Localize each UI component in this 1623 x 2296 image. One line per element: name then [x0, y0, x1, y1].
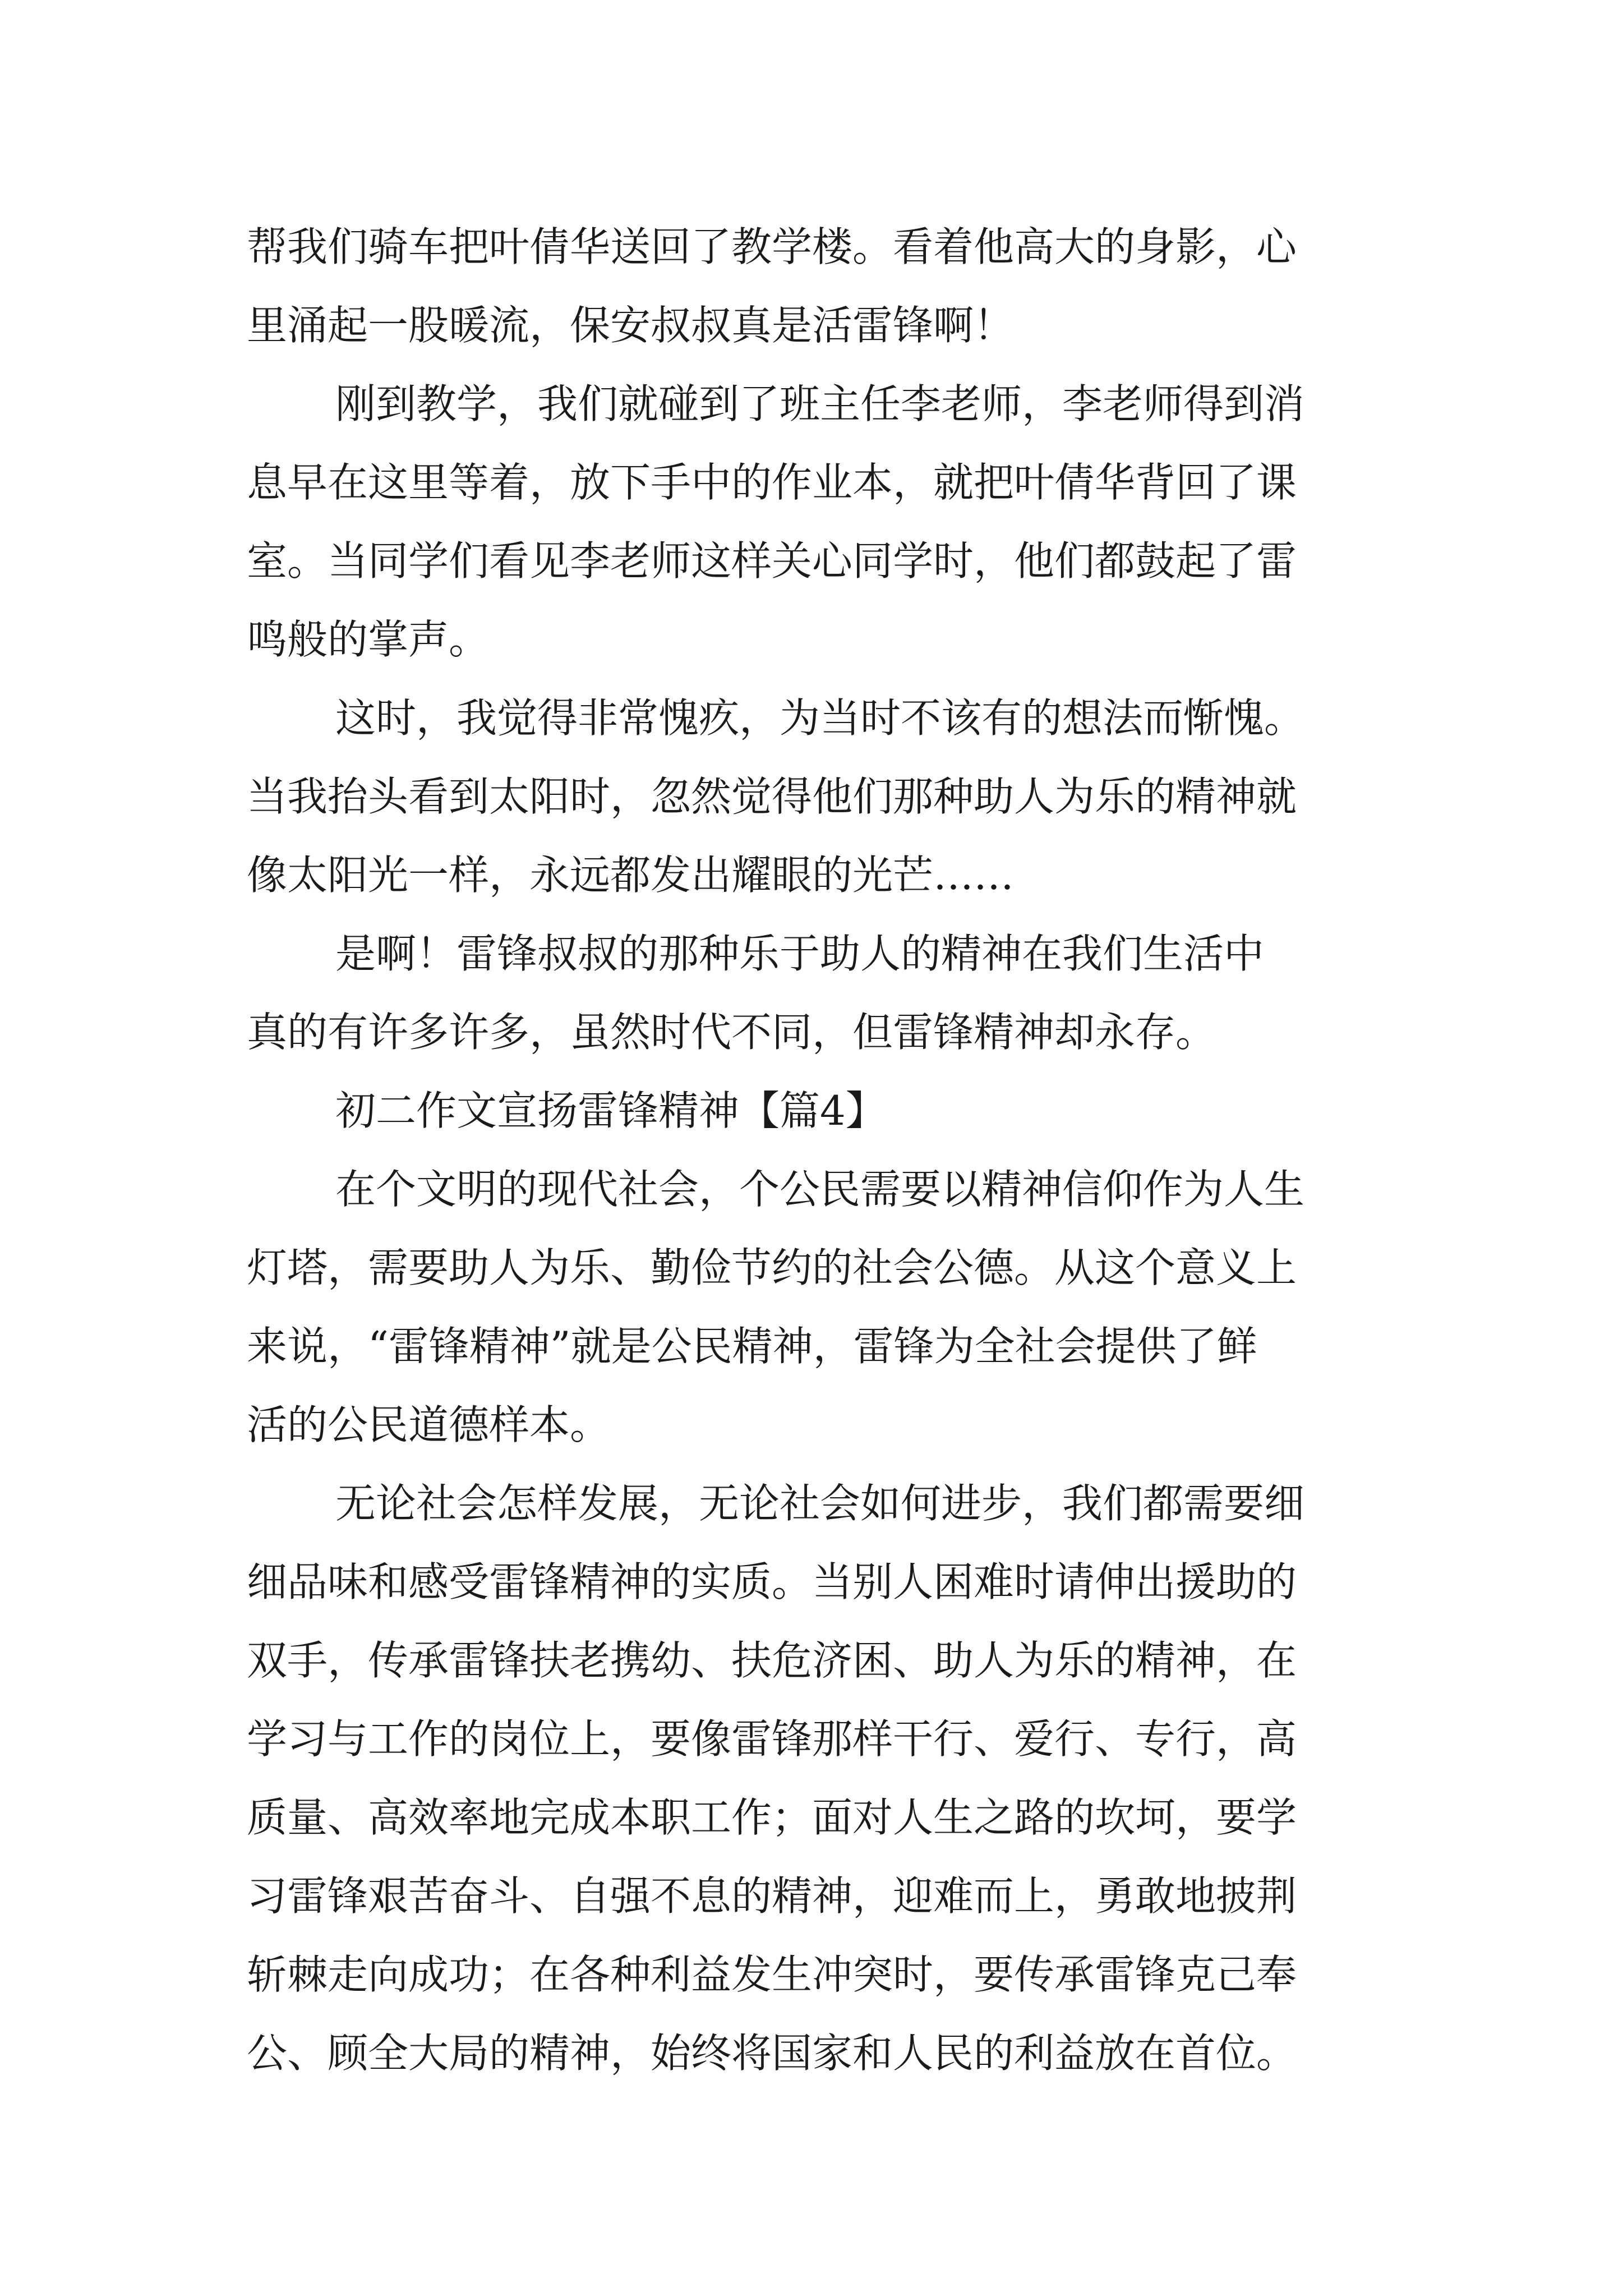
text-line: [0, 836, 1623, 914]
text-line-content: 双手，传承雷锋扶老携幼、扶危济困、助人为乐的精神，在: [247, 1637, 1297, 1684]
text-line-content: 公、顾全大局的精神，始终将国家和人民的利益放在首位。: [247, 2030, 1297, 2077]
text-line-content: 活的公民道德样本。: [247, 1401, 611, 1448]
text-line-content: 像太阳光一样，永远都发出耀眼的光芒……: [247, 852, 1015, 899]
text-line-content: 当我抬头看到太阳时，忽然觉得他们那种助人为乐的精神就: [247, 773, 1297, 820]
text-line: [0, 2014, 1623, 2092]
text-line: [0, 1700, 1623, 1778]
text-line-content: 习雷锋艰苦奋斗、自强不息的精神，迎难而上，勇敢地披荆: [247, 1872, 1297, 1920]
text-line: [0, 1386, 1623, 1464]
text-line-content: 这时，我觉得非常愧疚，为当时不该有的想法而惭愧。: [335, 694, 1305, 742]
text-line: [0, 208, 1623, 286]
text-line: [0, 993, 1623, 1071]
text-line-content: 室。当同学们看见李老师这样关心同学时，他们都鼓起了雷: [247, 537, 1297, 585]
text-line-content: 息早在这里等着，放下手中的作业本，就把叶倩华背回了课: [247, 459, 1297, 506]
text-line-content: 无论社会怎样发展，无论社会如何进步，我们都需要细: [335, 1480, 1305, 1527]
section-heading: [0, 1071, 1623, 1150]
text-line: [0, 1307, 1623, 1386]
paragraph-first-line: [0, 365, 1623, 443]
text-line-content: 质量、高效率地完成本职工作；面对人生之路的坎坷，要学: [247, 1794, 1297, 1841]
text-line: [0, 600, 1623, 679]
section-heading-text: 初二作文宣扬雷锋精神【篇4】: [335, 1087, 886, 1134]
text-line-content: 灯塔，需要助人为乐、勤俭节约的社会公德。从这个意义上: [247, 1244, 1297, 1291]
text-line-content: 真的有许多许多，虽然时代不同，但雷锋精神却永存。: [247, 1009, 1216, 1056]
text-line: [0, 1935, 1623, 2014]
text-line: [0, 522, 1623, 600]
text-line: [0, 1543, 1623, 1621]
paragraph-first-line: [0, 1464, 1623, 1543]
paragraph-first-line: [0, 914, 1623, 993]
text-line: [0, 443, 1623, 522]
text-line-content: 里涌起一股暖流，保安叔叔真是活雷锋啊！: [247, 302, 1015, 349]
text-line-content: 是啊！雷锋叔叔的那种乐于助人的精神在我们生活中: [335, 930, 1265, 977]
text-line: [0, 1778, 1623, 1857]
text-line: [0, 757, 1623, 836]
text-line-content: 刚到教学，我们就碰到了班主任李老师，李老师得到消: [335, 380, 1305, 427]
paragraph-first-line: [0, 679, 1623, 757]
text-line: [0, 1228, 1623, 1307]
text-line-content: 在个文明的现代社会，个公民需要以精神信仰作为人生: [335, 1166, 1305, 1213]
text-line-content: 学习与工作的岗位上，要像雷锋那样干行、爱行、专行，高: [247, 1715, 1297, 1763]
text-line-content: 来说，“雷锋精神”就是公民精神，雷锋为全社会提供了鲜: [247, 1323, 1257, 1370]
text-line-content: 细品味和感受雷锋精神的实质。当别人困难时请伸出援助的: [247, 1558, 1297, 1605]
text-line: [0, 286, 1623, 365]
text-line: [0, 1857, 1623, 1935]
text-line: [0, 1621, 1623, 1700]
text-line-content: 斩棘走向成功；在各种利益发生冲突时，要传承雷锋克己奉: [247, 1951, 1297, 1998]
text-line-content: 鸣般的掌声。: [247, 616, 490, 663]
text-line-content: 帮我们骑车把叶倩华送回了教学楼。看着他高大的身影，心: [247, 223, 1297, 270]
paragraph-first-line: [0, 1150, 1623, 1228]
